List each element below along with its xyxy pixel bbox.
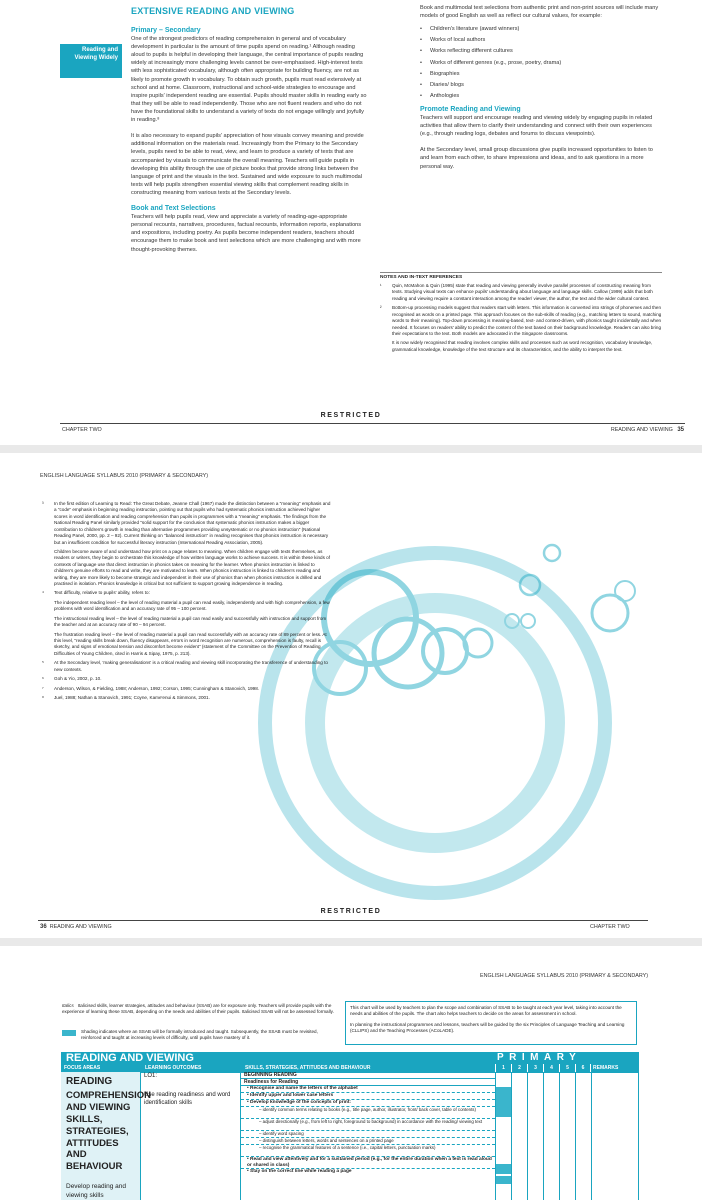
skill-row: • Stay on the correct line while reading a page [247, 1169, 352, 1174]
running-header: ENGLISH LANGUAGE SYLLABUS 2010 (PRIMARY & SECONDARY) [480, 973, 649, 979]
heading-promote-reading: Promote Reading and Viewing [420, 105, 521, 113]
chart-title: READING AND VIEWING [66, 1052, 194, 1064]
note-item: The frustration reading level – the level of reading material a pupil can read successfully with an accuracy rate of 89 percent or less. At this level, "reading skills break down, fluency disappears, errors in word recognition are numerous, comprehension is faulty, recall is sketchy, and signs of emotional tension and discomfort become evident" (statement of the Committee on the Prevention of Reading Difficulties of Young Children, cited in Harris & Sipay, 1975, p. 213). [54, 631, 327, 656]
paragraph: Teachers will support and encourage reading and viewing widely by engaging pupils in related activities that allow them to clarify their understanding and connect with their own experiences (e.g., through reading logs, debates and forums to discuss viewpoints). [420, 114, 653, 138]
list-item: • Works of local authors [420, 36, 660, 44]
col-level: 1 [495, 1064, 511, 1072]
note-item: ⁶ Goh & Yio, 2002, p. 10. [42, 676, 102, 682]
list-item: • Works reflecting different cultures [420, 47, 660, 55]
skill-row: – identify common terms relating to books (e.g., title page, author, illustrator, front/ back cover, table of contents) [241, 1107, 495, 1119]
skill-row-subheading: Readiness for Reading [241, 1079, 495, 1086]
skill-row: – adjust directionally (e.g., from left to right, foreground to background) in accordance with the reading/ viewing text [241, 1119, 495, 1131]
col-level: 2 [511, 1064, 527, 1072]
right-column [420, 4, 660, 171]
section-title: EXTENSIVE READING AND VIEWING [131, 6, 295, 16]
running-header: ENGLISH LANGUAGE SYLLABUS 2010 (PRIMARY & SECONDARY) [40, 473, 209, 479]
note-item: ⁴ Text difficulty, relative to pupils' ability, refers to: [42, 590, 150, 596]
footer-chapter: CHAPTER TWO [590, 924, 630, 930]
syllabus-chart-page [0, 946, 702, 1200]
list-item: • Children's literature (award winners) [420, 25, 660, 33]
left-column [131, 27, 369, 254]
skill-row: • Identify upper and lower case letters [241, 1093, 495, 1100]
skill-row: • Develop knowledge of the concepts of print: [241, 1100, 495, 1107]
paragraph: Teachers will help pupils read, view and appreciate a variety of reading-age-appropriate personal recounts, narratives, procedures, factual recounts, information reports, explanations and expositions, including poetry. As pupils become independent readers, teachers should encourage them to make book and text selections which are more challenging and with more thought-provoking themes. [131, 214, 362, 253]
list-item: • Works of different genres (e.g., prose, poetry, drama) [420, 59, 660, 67]
note-item: ² Bottom-up processing models suggest that readers start with letters. This information is converted into strings of phonemes and then recognised as words on a printed page. This approach focuses on the sub-skills of reading (e.g., matching letters to sound, matching words to their meaning). Top-down processing is meaning-based, text- and context-driven, with phonics taught incidentally and when needed. It focuses on readers' ability to predict the content of the text based on their background knowledge. Readers can also bring their expectations to the text. Both models are advocated in the Singapore classrooms. [380, 305, 662, 336]
notes-list [42, 501, 332, 704]
note-item: ³ In the first edition of Learning to Read: The Great Debate, Jeanne Chall (1967) made the distinction between a "meaning" emphasis and a "code" emphasis in beginning reading instruction, pointing out that pupils who had systematic phonics instruction achieved higher scores in word identification and reading comprehension than pupils in programmes with a "meaning" emphasis. The findings from the National Reading Panel similarly provided "solid support for the conclusion that systematic phonics instruction makes a bigger contribution to children's growth in reading than alternative programmes providing unsystematic or no phonics instruction" (National Reading Panel, 2000, pp. 2 – 92). Current thinking on "balanced instruction" in reading recognises that phonics instruction is necessary but an insufficient condition for successful literacy instruction (International Reading Association, 2005). [42, 501, 331, 545]
list-item: • Biographies [420, 70, 660, 78]
footer-section: READING AND VIEWING 35 [610, 427, 684, 433]
note-item: ⁸ Juel, 1988; Nathan & Stanovich, 1991; Coyne, Kame'enui & Simmons, 2001. [42, 694, 210, 700]
shading-cell [496, 1164, 511, 1174]
focus-develop: Develop reading and viewing skills [66, 1183, 126, 1199]
page-number: 36 [40, 924, 47, 930]
note-item: It is now widely recognised that reading involves complex skills and processes such as word recognition, vocabulary knowledge, grammatical knowledge, knowledge of the text structure and its characteristics, and the ability to interpret the text. [392, 340, 653, 352]
focus-comprehension: COMPREHENSION AND VIEWING SKILLS, STRATEGIES, ATTITUDES AND BEHAVIOUR [66, 1090, 151, 1173]
legend-italics-label: Italics [62, 1003, 74, 1008]
note-item: The independent reading level – the level of reading material a pupil can read easily, independently and with high comprehension, a few problems with word identification and an accuracy rate of 95 – 100 percent. [54, 599, 330, 612]
skill-row: – recognise the grammatical features of a sentence (i.e., capital letters, punctuation marks) [241, 1145, 495, 1157]
shading-cell [496, 1109, 511, 1117]
restricted-label: RESTRICTED [320, 908, 382, 915]
lo-text: Use reading readiness and word identification skills [144, 1092, 231, 1106]
note-item: ¹ Quin, McMahon & Quin (1995) state that reading and viewing generally involve parallel processes of constructing meaning from texts. Studying visual texts can enhance pupils' understanding about language and language skills. Callow (1999) adds that both reading and viewing require a constant interaction among the reader/ viewer, the author, the text and the wider cultural context. [380, 283, 653, 301]
notes-heading: NOTES AND IN-TEXT REFERENCES [380, 272, 662, 280]
page-number: 35 [677, 427, 684, 433]
focus-area-block [66, 1076, 151, 1200]
col-level: 5 [559, 1064, 575, 1072]
restricted-label: RESTRICTED [320, 412, 382, 419]
page-36 [0, 453, 702, 938]
chart-note-box: This chart will be used by teachers to plan the scope and combination of SSAB to be taught at each year level, taking into account the needs and abilities of the pupils. The chart also helps teachers to decide on the areas for assessment in school. In planning the instructional programmes and lessons, teachers will be guided by the six Principles of Language Teaching and Learning (CLLIPS) and the Teaching Processes (ACoLADE). [345, 1001, 637, 1045]
notes-block [380, 272, 662, 356]
skill-row: • Read and view attentively and for a sustained period (e.g., for the entire duration when a text is read aloud or shared in class) [241, 1157, 495, 1169]
example-list [420, 25, 660, 100]
list-item: • Diaries/ blogs [420, 81, 660, 89]
page-35 [0, 0, 702, 445]
paragraph: At the Secondary level, small group discussions give pupils increased opportunities to listen to and learn from each other, to share impressions and ideas, and to ask questions in a more personal way. [420, 147, 653, 170]
col-level: 6 [575, 1064, 591, 1072]
shading-cell [496, 1176, 511, 1184]
heading-primary-secondary: Primary – Secondary [131, 27, 201, 34]
focus-reading: READING [66, 1076, 113, 1087]
col-skills: SKILLS, STRATEGIES, ATTITUDES AND BEHAVIOUR [245, 1065, 371, 1071]
col-level: 4 [543, 1064, 559, 1072]
paragraph: Book and multimodal text selections from authentic print and non-print sources will include many models of good English as well as reflect our cultural values, for example: [420, 5, 659, 20]
skill-row: – distinguish between letters, words and sentences on a printed page [241, 1138, 495, 1145]
footer-section: 36 READING AND VIEWING [40, 924, 112, 930]
legend-shading: Shading indicates where an SSAB will be formally introduced and taught. Subsequently, the SSAB must be revisited, reinforced and taught at increasing levels of difficulty, until pupils have mastery of it. [62, 1029, 337, 1042]
heading-book-selections: Book and Text Selections [131, 205, 216, 213]
note-item: Children become aware of and understand how print on a page relates to meaning. When children engage with texts themselves, as readers or writers, they begin to orchestrate this knowledge of how written language works to achieve success. It is within these kinds of contexts of language use that direct instruction in phonics takes on meaning for the learner. When phonics instruction is linked to children's genuine efforts to read and write, they are motivated to learn. When phonics instruction is linked to children's reading and writing, they are more likely to become strategic and independent in their use of phonics than when phonics instruction is drilled and practised in isolation. Phonics knowledge is critical but not sufficient to support growing independence in reading. [54, 548, 331, 587]
skill-row-heading: BEGINNING READING [241, 1072, 495, 1079]
paragraph: One of the strongest predictors of reading comprehension in general and of vocabulary development in particular is the amount of time pupils spend on reading.¹ Although reading aloud to pupils is helpful in developing their language, the central importance of pupils reading widely at increasingly more challenging levels cannot be over-emphasised. High-interest texts with less sophisticated vocabulary, although often appropriate for building fluency, are not as likely to promote growth in vocabulary. To obtain such growth, pupils must read extensively at school and at home. Classroom, instructional and school-wide strategies to encourage and inspire pupils' independent reading are essential. Pupils should master skills in reading early so that they will be able to read independently. Those who are not fluent readers and who do not have the foundational skills to understand a variety of texts do not engage willingly and joyfully in reading.⁸ [131, 36, 367, 124]
paragraph: It is also necessary to expand pupils' appreciation of how visuals convey meaning and provide additional information on the materials read. Increasingly from the Primary to the Secondary levels, pupils need to be able to read, view, and learn to produce a variety of texts that are accompanied by visuals to communicate the overall meaning. Teachers will guide pupils in developing this ability through the use of picture books that provide strong links between the language of print and the visuals in the text. Sustained and wide exposure to such multimodal texts will help pupils strengthen essential viewing skills that complement reading skills in constructing meaning from various texts at the Secondary levels. [131, 133, 364, 196]
side-tab: Reading and Viewing Widely [60, 44, 122, 78]
skills-column [241, 1072, 495, 1176]
footer-chapter: CHAPTER TWO [62, 427, 102, 433]
skill-row: • Recognise and name the letters of the alphabet [241, 1086, 495, 1093]
col-levels [495, 1064, 591, 1072]
shading-swatch [62, 1030, 76, 1036]
note-item: The instructional reading level – the level of reading material a pupil can read easily and successfully with instruction and support from the teacher and at an accuracy rate of 90 – 94 percent. [54, 615, 327, 628]
footer-rule [38, 920, 648, 921]
col-learning-outcomes: LEARNING OUTCOMES [145, 1065, 202, 1071]
col-focus-areas: FOCUS AREAS [64, 1065, 101, 1071]
note-item: ⁵ At the Secondary level, 'making generalisations' is a critical reading and viewing skill incorporating the transference of understanding to new contexts. [42, 660, 328, 672]
shading-cell [496, 1087, 511, 1109]
list-item: • Anthologies [420, 92, 660, 100]
col-remarks: REMARKS [593, 1065, 619, 1071]
primary-label: PRIMARY [497, 1052, 582, 1063]
note-item: ⁷ Anderson, Wilson, & Fielding, 1988; Anderson, 1992; Corson, 1995; Cunningham & Stanovich, 1998. [42, 685, 260, 691]
footer-rule [60, 423, 685, 424]
col-level: 3 [527, 1064, 543, 1072]
legend-italics: Italics Italicised skills, learner strategies, attitudes and behaviour (SSAB) are for exposure only. Teachers will provide pupils with the experience of learning these SSAB, depending on the needs and abilities of their pupils. Italicised SSAB will not be assessed formally. [62, 1003, 334, 1015]
lo-code: LO1: [144, 1073, 158, 1079]
skill-row: – identify word spacing [241, 1131, 495, 1138]
